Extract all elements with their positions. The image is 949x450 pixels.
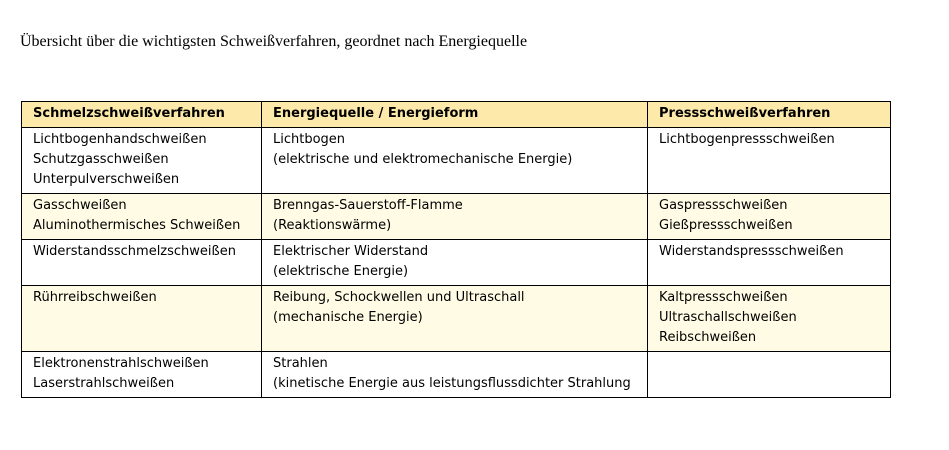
cell-line: Lichtbogen xyxy=(273,132,346,147)
cell-energy-source xyxy=(262,240,648,286)
cell-melt-welding xyxy=(22,128,262,194)
cell-line: Gießpressschweißen xyxy=(659,218,793,233)
cell-line: Strahlen xyxy=(273,356,328,371)
table-header-row xyxy=(22,102,891,128)
cell-melt-welding xyxy=(22,286,262,352)
cell-melt-welding xyxy=(22,194,262,240)
cell-line: Kaltpressschweißen xyxy=(659,290,788,305)
cell-energy-source xyxy=(262,286,648,352)
cell-energy-source xyxy=(262,194,648,240)
header-melt-welding: Schmelzschweißverfahren xyxy=(22,102,262,128)
cell-line: Reibung, Schockwellen und Ultraschall xyxy=(273,290,525,305)
cell-line: Widerstandsschmelzschweißen xyxy=(33,244,236,259)
cell-press-welding xyxy=(648,194,891,240)
document-title: Übersicht über die wichtigsten Schweißverfahren, geordnet nach Energiequelle xyxy=(20,33,528,50)
cell-press-welding xyxy=(648,352,891,398)
cell-energy-source xyxy=(262,352,648,398)
cell-line: Widerstandspressschweißen xyxy=(659,244,844,259)
cell-melt-welding xyxy=(22,352,262,398)
table-row xyxy=(22,352,891,398)
cell-energy-source xyxy=(262,128,648,194)
cell-melt-welding xyxy=(22,240,262,286)
cell-line: (elektrische und elektromechanische Energie) xyxy=(273,152,573,167)
cell-line: (Reaktionswärme) xyxy=(273,218,392,233)
cell-line: Lichtbogenpressschweißen xyxy=(659,132,835,147)
cell-press-welding xyxy=(648,286,891,352)
header-press-welding: Pressschweißverfahren xyxy=(648,102,891,128)
cell-line: Rührreibschweißen xyxy=(33,290,157,305)
cell-line: Lichtbogenhandschweißen xyxy=(33,132,207,147)
cell-line: (mechanische Energie) xyxy=(273,310,423,325)
welding-process-table xyxy=(21,101,891,398)
cell-line: (kinetische Energie aus leistungsflussdichter Strahlung xyxy=(273,376,631,391)
header-energy-source: Energiequelle / Energieform xyxy=(262,102,648,128)
cell-line: Elektrischer Widerstand xyxy=(273,244,429,259)
cell-line: Aluminothermisches Schweißen xyxy=(33,218,241,233)
cell-line: Elektronenstrahlschweißen xyxy=(33,356,209,371)
table-row xyxy=(22,286,891,352)
cell-line: Unterpulverschweißen xyxy=(33,172,180,187)
cell-line: Laserstrahlschweißen xyxy=(33,376,175,391)
cell-line: Brenngas-Sauerstoff-Flamme xyxy=(273,198,463,213)
table-row xyxy=(22,194,891,240)
table-row xyxy=(22,128,891,194)
cell-line: Schutzgasschweißen xyxy=(33,152,169,167)
cell-line: Ultraschallschweißen xyxy=(659,310,797,325)
cell-press-welding xyxy=(648,128,891,194)
cell-line: (elektrische Energie) xyxy=(273,264,409,279)
cell-line: Reibschweißen xyxy=(659,330,757,345)
cell-press-welding xyxy=(648,240,891,286)
cell-line: Gasschweißen xyxy=(33,198,127,213)
table-row xyxy=(22,240,891,286)
cell-line: Gaspressschweißen xyxy=(659,198,788,213)
